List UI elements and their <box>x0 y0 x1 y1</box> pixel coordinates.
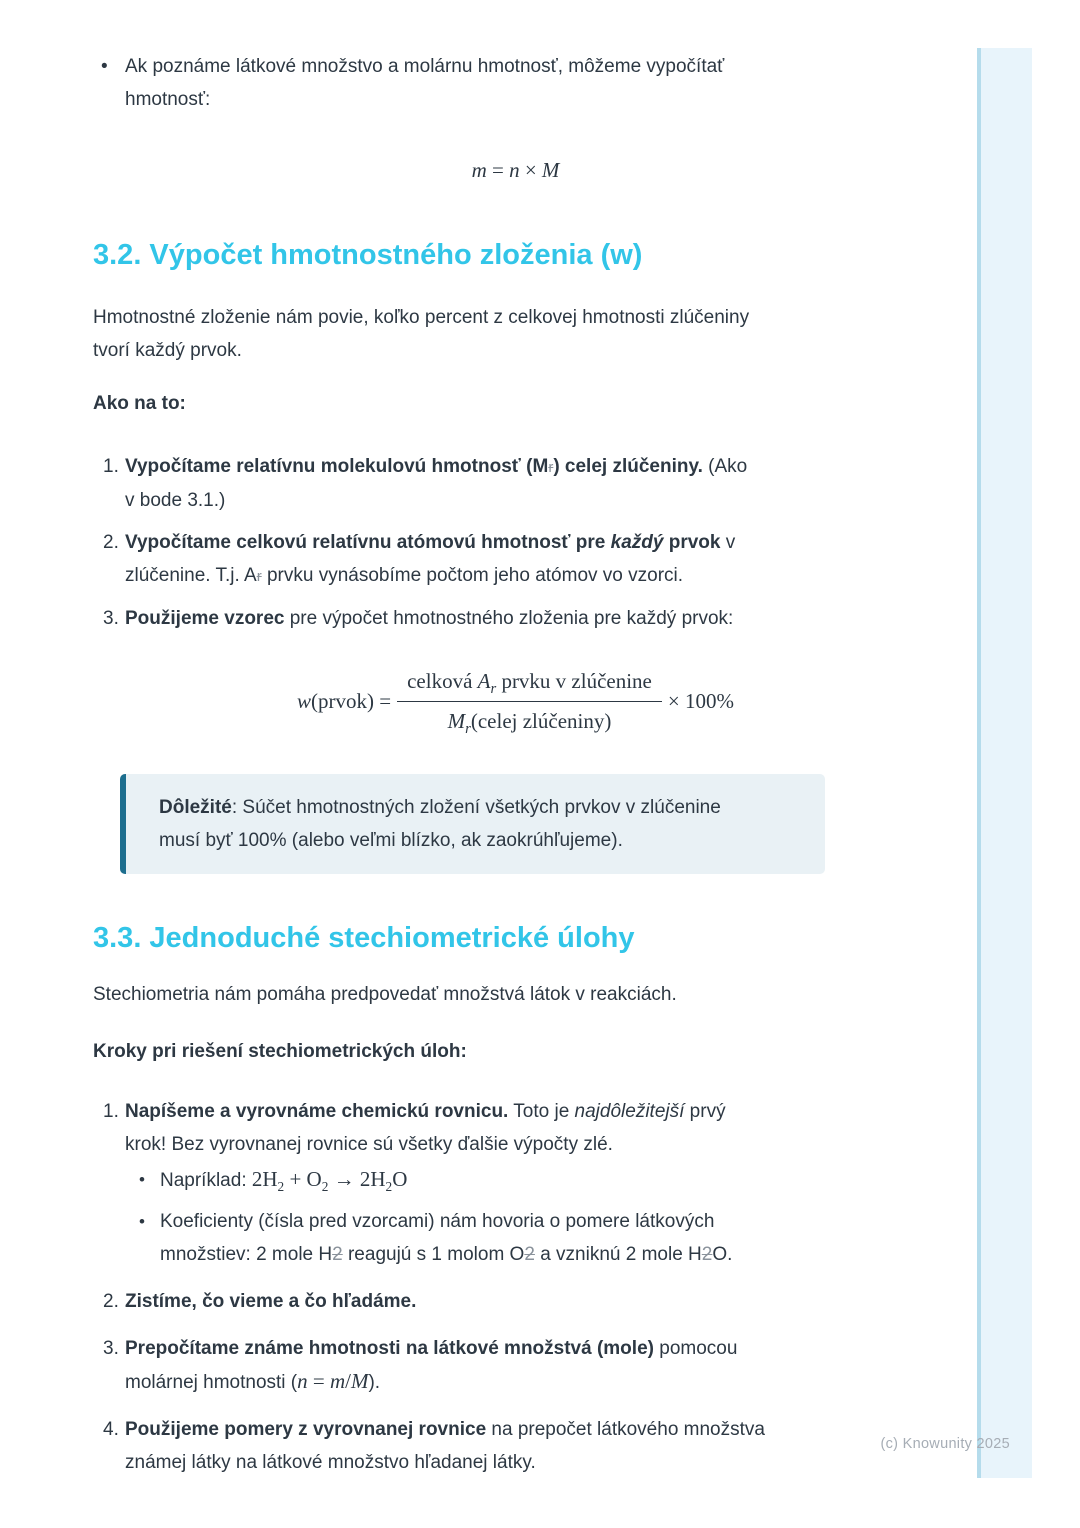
list-item <box>93 526 938 593</box>
copyright-footer: (c) Knowunity 2025 <box>880 1436 1010 1452</box>
list-item-text: Vypočítame relatívnu molekulovú hmotnosť (Mr) celej zlúčeniny. (Ako v bode 3.1.) <box>125 456 748 511</box>
fraction-denominator: $M_r(celej$ zlúčeniny) <box>397 701 662 738</box>
section-3-2-list <box>93 450 938 635</box>
sub-bullet-item <box>125 1205 938 1271</box>
list-item-number: 3. <box>103 1338 119 1359</box>
list-item <box>93 602 938 635</box>
list-item-number: 4. <box>103 1419 119 1440</box>
important-callout: Dôležité: Súčet hmotnostných zložení všetkých prvkov v zlúčenine musí byť 100% (alebo veľmi blízko, ak zaokrúhľujeme). <box>120 774 825 874</box>
formula-rhs: × 100% <box>667 689 734 713</box>
section-3-2-paragraph: Hmotnostné zloženie nám povie, koľko percent z celkovej hmotnosti zlúčeniny tvorí každý prvok. <box>93 307 750 361</box>
list-item-text <box>125 1095 938 1271</box>
sub-bullet-list <box>125 1163 938 1271</box>
list-item <box>93 1285 938 1318</box>
bullet-icon <box>125 1205 160 1271</box>
sub-bullet-text: Napríklad: $2H_2 + O_2 \to 2H_2O$ <box>160 1167 408 1194</box>
list-item-text: Prepočítame známe hmotnosti na látkové množstvá (mole) pomocou molárnej hmotnosti (n = m/M). <box>125 1338 738 1393</box>
right-margin-strip <box>977 48 1032 1478</box>
sub-bullet-text: Koeficienty (čísla pred vzorcami) nám hovoria o pomere látkových množstiev: 2 mole H2 reagujú s 1 molom O2 a vzniknú 2 mole H2O. <box>160 1211 733 1265</box>
list-item-number: 3. <box>103 608 119 629</box>
formula-lhs: w(prvok) = <box>297 689 392 713</box>
list-item <box>93 1413 938 1479</box>
list-item <box>93 450 938 517</box>
list-item-number: 1. <box>103 456 119 477</box>
steps-label: Kroky pri riešení stechiometrických úloh: <box>93 1041 467 1062</box>
intro-bullet-text: Ak poznáme látkové množstvo a molárnu hmotnosť, môžeme vypočítať hmotnosť: <box>125 56 725 110</box>
list-item-number: 1. <box>103 1101 119 1122</box>
list-item-number: 2. <box>103 1291 119 1312</box>
list-item-number: 2. <box>103 532 119 553</box>
intro-bullet-item <box>93 50 938 116</box>
sub-bullet-item <box>125 1163 938 1197</box>
list-item-main-text: Napíšeme a vyrovnáme chemickú rovnicu. Toto je najdôležitejší prvý krok! Bez vyrovnanej rovnice sú všetky ďalšie výpočty zlé. <box>125 1101 726 1155</box>
bullet-icon <box>125 1163 160 1197</box>
document-content <box>93 0 938 1479</box>
list-item <box>93 1332 938 1399</box>
bullet-icon <box>93 50 125 116</box>
formula-mass-fraction <box>93 665 938 738</box>
section-3-3-title: 3.3. Jednoduché stechiometrické úlohy <box>93 922 635 954</box>
list-item-text: Zistíme, čo vieme a čo hľadáme. <box>125 1291 417 1312</box>
list-item-text: Vypočítame celkovú relatívnu atómovú hmotnosť pre každý prvok v zlúčenine. T.j. Ar prvku vynásobíme počtom jeho atómov vo vzorci. <box>125 532 736 586</box>
list-item <box>93 1095 938 1271</box>
section-3-3-list <box>93 1095 938 1479</box>
formula-mass-equals-n-times-M: m = n × M <box>471 158 560 182</box>
fraction-numerator: celková $A_r$ prvku v zlúčenine <box>407 669 652 698</box>
list-item-text: Použijeme vzorec pre výpočet hmotnostného zloženia pre každý prvok: <box>125 608 734 629</box>
list-item-text: Použijeme pomery z vyrovnanej rovnice na prepočet látkového množstva známej látky na látkové množstvo hľadanej látky. <box>125 1419 765 1473</box>
formula-fraction <box>397 665 662 738</box>
section-3-2-title: 3.2. Výpočet hmotnostného zloženia (w) <box>93 239 643 271</box>
how-to-label: Ako na to: <box>93 393 186 414</box>
section-3-3-paragraph: Stechiometria nám pomáha predpovedať množstvá látok v reakciách. <box>93 984 677 1005</box>
